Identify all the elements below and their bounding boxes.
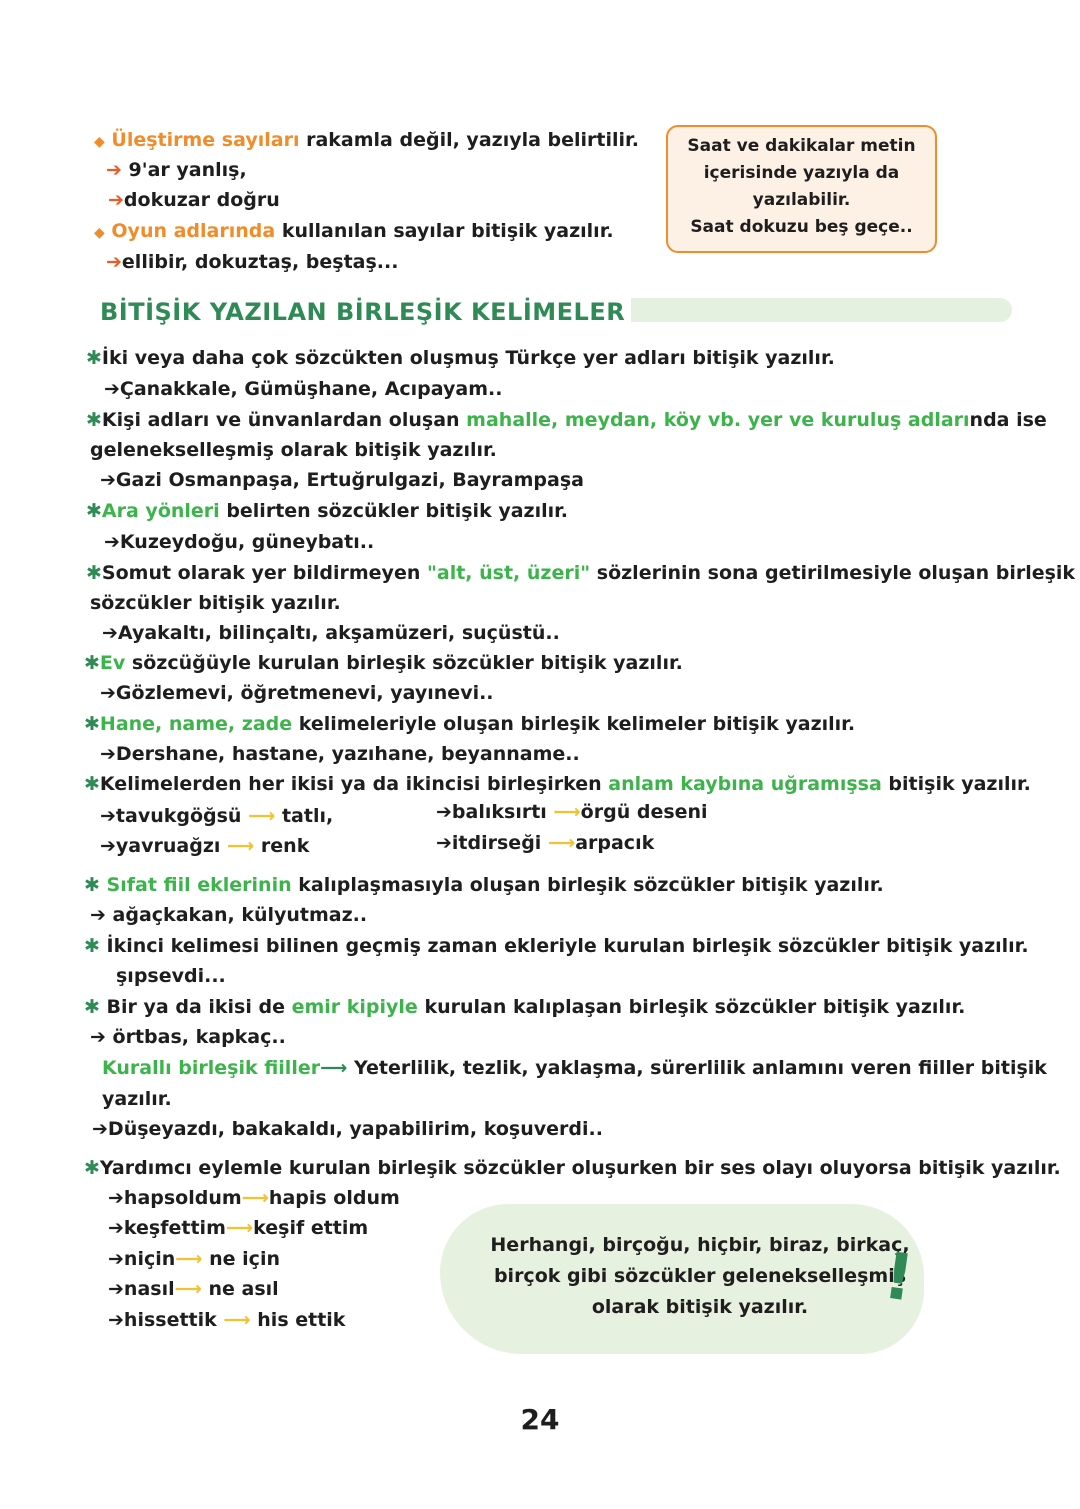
arrow-icon: ➔: [104, 531, 120, 553]
star-icon: ✱: [86, 562, 102, 584]
tip-line: birçok gibi sözcükler gelenekselleşmiş: [493, 1265, 907, 1287]
example-line: [100, 468, 584, 492]
example-text: Gözlemevi, öğretmenevi, yayınevi..: [115, 682, 494, 704]
example-line: [90, 1025, 286, 1049]
example-line: [92, 1117, 603, 1141]
curved-arrow-icon: ⟶: [241, 1187, 269, 1209]
rule-continuation: [90, 438, 497, 462]
rule-directions: [86, 499, 568, 523]
example-pair: [108, 1247, 280, 1271]
arrow-icon: ➔: [108, 189, 124, 211]
example-pair: [108, 1186, 400, 1210]
arrow-icon: ➔: [100, 469, 116, 491]
compound-word: yavruağzı: [115, 835, 221, 857]
rule-auxiliary-verb: [84, 1156, 1061, 1180]
rule-meaning-loss: [84, 772, 1031, 796]
arrow-icon: ➔: [90, 904, 106, 926]
meaning-word: örgü deseni: [580, 801, 708, 823]
arrow-icon: ➔: [108, 1278, 124, 1300]
rule-text: Kişi adları ve ünvanlardan oluşan: [101, 409, 460, 431]
example-text: ağaçkakan, külyutmaz..: [112, 904, 368, 926]
section-heading: BİTİŞİK YAZILAN BİRLEŞİK KELİMELER: [100, 298, 631, 326]
rule-ev: [84, 651, 683, 675]
example-text: Düşeyazdı, bakakaldı, yapabilirim, koşuverdi..: [107, 1118, 603, 1140]
arrow-icon: ➔: [92, 1118, 108, 1140]
arrow-icon: ➔: [108, 1248, 124, 1270]
rule-text: belirten sözcükler bitişik yazılır.: [226, 500, 568, 522]
example-text: Ayakaltı, bilinçaltı, akşamüzeri, suçüstü..: [117, 622, 560, 644]
rule-text: rakamla değil, yazıyla belirtilir.: [306, 129, 639, 151]
arrow-icon: ➔: [90, 1026, 106, 1048]
highlight-text: emir kipiyle: [291, 996, 418, 1018]
rule-text: sözcüğüyle kurulan birleşik sözcükler bitişik yazılır.: [131, 652, 683, 674]
curved-arrow-icon: ⟶: [225, 1217, 254, 1239]
example-pair: [108, 1277, 279, 1301]
rule-game-names: [94, 219, 614, 245]
example-pair: [436, 831, 654, 855]
arrow-icon: ➔: [106, 251, 122, 273]
example-text: Gazi Osmanpaşa, Ertuğrulgazi, Bayrampaşa: [115, 469, 584, 491]
example-pair: [108, 1216, 368, 1240]
rule-text: İki veya daha çok sözcükten oluşmuş Türkçe yer adları bitişik yazılır.: [101, 347, 835, 369]
rule-text: nda ise: [969, 409, 1047, 431]
highlight-text: mahalle, meydan, köy vb. yer ve kuruluş adları: [466, 409, 970, 431]
arrow-icon: ➔: [100, 743, 116, 765]
rule-text: kelimeleriyle oluşan birleşik kelimeler bitişik yazılır.: [298, 713, 856, 735]
compound-word: tavukgöğsü: [115, 805, 242, 827]
meaning-word: his ettik: [257, 1309, 346, 1331]
meaning-word: hapis oldum: [268, 1187, 400, 1209]
example-text: 9'ar yanlış,: [128, 159, 247, 181]
tip-line: olarak bitişik yazılır.: [591, 1296, 809, 1318]
tip-text: [460, 1230, 940, 1323]
example-line: [104, 377, 502, 401]
star-icon: ✱: [86, 409, 102, 431]
star-icon: ✱: [84, 874, 100, 896]
arrow-icon: ➔: [100, 805, 116, 827]
rule-text: sözcükler bitişik yazılır.: [90, 592, 341, 614]
example-line: [100, 742, 580, 766]
example-text: örtbas, kapkaç..: [112, 1026, 286, 1048]
bullet-icon: ◆: [94, 225, 105, 241]
rule-text: Kelimelerden her ikisi ya da ikincisi birleşirken: [99, 773, 602, 795]
example-line: [108, 188, 280, 212]
rule-adjective-verb: [84, 873, 884, 897]
highlight-text: Oyun adlarında: [111, 220, 276, 242]
rule-text: kurulan kalıplaşan birleşik sözcükler bitişik yazılır.: [424, 996, 966, 1018]
rule-text: gelenekselleşmiş olarak bitişik yazılır.: [90, 439, 497, 461]
curved-arrow-icon: ⟶: [223, 1309, 251, 1331]
arrow-icon: ➔: [108, 1217, 124, 1239]
compound-word: niçin: [123, 1248, 176, 1270]
example-text: Dershane, hastane, yazıhane, beyanname..: [115, 743, 580, 765]
rule-text: Bir ya da ikisi de: [106, 996, 285, 1018]
compound-word: hapsoldum: [123, 1187, 242, 1209]
compound-word: hissettik: [123, 1309, 217, 1331]
highlight-text: Ara yönleri: [101, 500, 220, 522]
highlight-text: Üleştirme sayıları: [111, 129, 300, 151]
rule-text: yazılır.: [102, 1088, 172, 1110]
meaning-word: tatlı,: [281, 805, 334, 827]
star-icon: ✱: [84, 1157, 100, 1179]
rule-text: kalıplaşmasıyla oluşan birleşik sözcükler bitişik yazılır.: [298, 874, 884, 896]
arrow-icon: ➔: [108, 1309, 124, 1331]
rule-text: Yeterlilik, tezlik, yaklaşma, sürerlilik anlamını veren fiiller bitişik: [353, 1057, 1047, 1079]
meaning-word: keşif ettim: [253, 1217, 369, 1239]
meaning-word: renk: [260, 835, 310, 857]
meaning-word: ne için: [209, 1248, 280, 1270]
example-line: [100, 681, 494, 705]
compound-word: balıksırtı: [451, 801, 547, 823]
time-note-box: [666, 125, 937, 253]
exclamation-icon: !: [878, 1239, 919, 1317]
rule-past-tense: [84, 934, 1029, 958]
compound-word: nasıl: [123, 1278, 175, 1300]
example-line: [90, 903, 367, 927]
star-icon: ✱: [86, 500, 102, 522]
arrow-icon: ➔: [100, 682, 116, 704]
note-line: Saat ve dakikalar metin: [687, 136, 916, 156]
meaning-word: ne asıl: [208, 1278, 279, 1300]
highlight-text: anlam kaybına uğramışsa: [608, 773, 882, 795]
highlight-text: Sıfat fiil eklerinin: [106, 874, 292, 896]
example-text: Kuzeydoğu, güneybatı..: [119, 531, 375, 553]
rule-distributive-numbers: [94, 128, 639, 154]
example-line: [106, 158, 247, 182]
compound-word: keşfettim: [123, 1217, 226, 1239]
arrow-icon: ➔: [104, 378, 120, 400]
arrow-icon: ➔: [102, 622, 118, 644]
arrow-icon: ➔: [106, 159, 122, 181]
rule-compound-verbs: [102, 1056, 1047, 1080]
rule-text: kullanılan sayılar bitişik yazılır.: [281, 220, 614, 242]
highlight-text: Ev: [99, 652, 126, 674]
rule-text: bitişik yazılır.: [888, 773, 1031, 795]
star-icon: ✱: [84, 935, 100, 957]
curved-arrow-icon: ⟶: [553, 801, 581, 823]
rule-text: sözlerinin sona getirilmesiyle oluşan birleşik: [596, 562, 1076, 584]
example-pair: [108, 1308, 345, 1332]
curved-arrow-icon: ⟶: [320, 1057, 348, 1079]
example-text: Çanakkale, Gümüşhane, Acıpayam..: [119, 378, 503, 400]
example-pair: [100, 834, 309, 858]
rule-imperative: [84, 995, 965, 1019]
curved-arrow-icon: ⟶: [175, 1248, 203, 1270]
rule-person-names: [86, 408, 1047, 432]
star-icon: ✱: [84, 996, 100, 1018]
example-pair: [100, 804, 333, 828]
arrow-icon: ➔: [100, 835, 116, 857]
arrow-icon: ➔: [436, 832, 452, 854]
star-icon: ✱: [84, 652, 100, 674]
meaning-word: arpacık: [575, 832, 655, 854]
rule-continuation: [90, 591, 341, 615]
rule-text: Somut olarak yer bildirmeyen: [101, 562, 421, 584]
example-line: [116, 964, 226, 988]
star-icon: ✱: [86, 347, 102, 369]
rule-text: Yardımcı eylemle kurulan birleşik sözcükler oluşurken bir ses olayı oluyorsa bitişik yazılır.: [99, 1157, 1061, 1179]
example-pair: [436, 800, 708, 824]
tip-line: Herhangi, birçoğu, hiçbir, biraz, birkaç,: [490, 1234, 910, 1256]
note-line: içerisinde yazıyla da: [703, 163, 900, 183]
star-icon: ✱: [84, 773, 100, 795]
page-number: 24: [520, 1403, 560, 1436]
curved-arrow-icon: ⟶: [227, 835, 255, 857]
rule-place-names: [86, 346, 835, 370]
example-line: [102, 621, 560, 645]
rule-alt-ust: [86, 561, 1075, 585]
rule-text: İkinci kelimesi bilinen geçmiş zaman ekleriyle kurulan birleşik sözcükler bitişik yazılır.: [106, 935, 1029, 957]
star-icon: ✱: [84, 713, 100, 735]
arrow-icon: ➔: [108, 1187, 124, 1209]
highlight-text: Hane, name, zade: [99, 713, 293, 735]
example-text: dokuzar doğru: [123, 189, 280, 211]
example-text: şıpsevdi...: [116, 965, 226, 987]
note-line: Saat dokuzu beş geçe..: [690, 217, 913, 237]
note-line: yazılabilir.: [752, 190, 851, 210]
example-text: ellibir, dokuztaş, beştaş...: [121, 251, 399, 273]
bullet-icon: ◆: [94, 134, 105, 150]
arrow-icon: ➔: [436, 801, 452, 823]
rule-continuation: [102, 1087, 172, 1111]
highlight-text: Kurallı birleşik fiiller: [102, 1057, 321, 1079]
highlight-text: "alt, üst, üzeri": [426, 562, 591, 584]
compound-word: itdirseği: [451, 832, 542, 854]
curved-arrow-icon: ⟶: [174, 1278, 202, 1300]
example-line: [106, 250, 398, 274]
rule-hane-name-zade: [84, 712, 855, 736]
curved-arrow-icon: ⟶: [547, 832, 576, 854]
curved-arrow-icon: ⟶: [248, 805, 276, 827]
example-line: [104, 530, 374, 554]
